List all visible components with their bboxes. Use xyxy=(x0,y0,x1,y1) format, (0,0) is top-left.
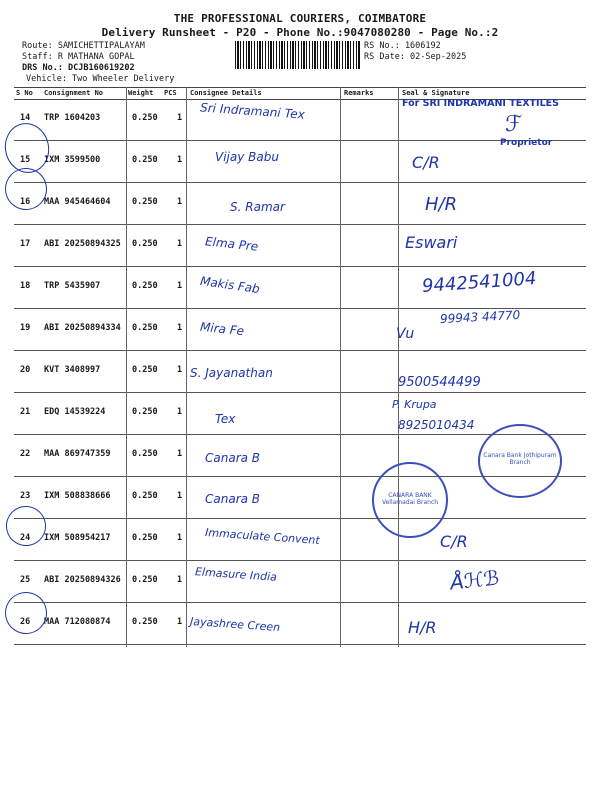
row-weight: 0.250 xyxy=(132,281,158,291)
consignee-handwriting: Canara B xyxy=(205,492,261,506)
row-pcs: 1 xyxy=(177,113,183,123)
row-consignment: EDQ 14539224 xyxy=(44,407,106,417)
row-pcs: 1 xyxy=(177,407,183,417)
remark-handwriting: 99943 44770 xyxy=(439,307,521,327)
column-divider xyxy=(126,87,127,647)
signature-squiggle: Åℋℬ xyxy=(448,565,501,595)
bank-stamp-jothipuram xyxy=(478,424,562,498)
row-weight: 0.250 xyxy=(132,449,158,459)
row-sno: 16 xyxy=(20,197,31,207)
row-weight: 0.250 xyxy=(132,617,158,627)
row-consignment: MAA 712080874 xyxy=(44,617,111,627)
row-sno: 20 xyxy=(20,365,31,375)
remark-handwriting: C/R xyxy=(440,532,468,551)
table-row xyxy=(14,225,586,267)
consignee-handwriting: S. Ramar xyxy=(230,200,285,214)
row-weight: 0.250 xyxy=(132,323,158,333)
remark-handwriting: 9442541004 xyxy=(421,268,538,297)
consignee-handwriting: Sri Indramani Tex xyxy=(199,100,306,122)
route-label: Route: SAMICHETTIPALAYAM xyxy=(22,41,145,51)
consignee-handwriting: Canara B xyxy=(205,451,261,465)
row-consignment: TRP 5435907 xyxy=(44,281,101,291)
row-sno: 25 xyxy=(20,575,31,585)
barcode xyxy=(235,41,360,69)
rs-date: RS Date: 02-Sep-2025 xyxy=(364,52,467,62)
row-weight: 0.250 xyxy=(132,575,158,585)
col-weight: Weight xyxy=(128,89,154,97)
row-consignment: IXM 508838666 xyxy=(44,491,111,501)
row-sno: 15 xyxy=(20,155,31,165)
table-row xyxy=(14,561,586,603)
consignee-handwriting: Elmasure India xyxy=(194,565,278,584)
remark-handwriting: H/R xyxy=(425,194,458,215)
consignee-handwriting: Vijay Babu xyxy=(215,150,279,164)
staff-label: Staff: R MATHANA GOPAL xyxy=(22,52,135,62)
row-consignment: KVT 3408997 xyxy=(44,365,101,375)
col-consignment: Consignment No xyxy=(44,89,104,97)
remark-handwriting: Eswari xyxy=(405,233,458,252)
drs-number: DRS No.: DCJB160619202 xyxy=(22,63,135,73)
row-weight: 0.250 xyxy=(132,113,158,123)
col-pcs: PCS xyxy=(164,89,177,97)
row-sno: 24 xyxy=(20,533,31,543)
col-seal: Seal & Signature xyxy=(402,89,470,97)
remark-handwriting: Vu xyxy=(396,326,415,342)
row-sno: 22 xyxy=(20,449,31,459)
row-consignment: IXM 3599500 xyxy=(44,155,101,165)
row-weight: 0.250 xyxy=(132,365,158,375)
consignee-handwriting: S. Jayanathan xyxy=(190,366,273,380)
remark-handwriting: H/R xyxy=(408,618,437,637)
table-row xyxy=(14,351,586,393)
consignee-handwriting: Makis Fab xyxy=(199,273,261,297)
row-weight: 0.250 xyxy=(132,155,158,165)
col-sno: S No xyxy=(16,89,33,97)
runsheet-title: THE PROFESSIONAL COURIERS, COIMBATORE xyxy=(173,12,427,25)
row-pcs: 1 xyxy=(177,575,183,585)
row-pcs: 1 xyxy=(177,155,183,165)
remark-handwriting: 8925010434 xyxy=(398,418,475,432)
col-remarks: Remarks xyxy=(344,89,374,97)
row-consignment: TRP 1604203 xyxy=(44,113,101,123)
consignee-handwriting: Jayashree Creen xyxy=(189,614,281,635)
consignee-handwriting: Elma Pre xyxy=(204,234,259,254)
row-sno: 18 xyxy=(20,281,31,291)
company-stamp: For SRI INDRAMANI TEXTILES xyxy=(402,98,559,109)
row-sno: 21 xyxy=(20,407,31,417)
runsheet-subtitle: Delivery Runsheet - P20 - Phone No.:9047080280 - Page No.:2 xyxy=(101,26,499,39)
row-weight: 0.250 xyxy=(132,491,158,501)
remark-handwriting: 9500544499 xyxy=(398,375,481,390)
row-consignment: MAA 869747359 xyxy=(44,449,111,459)
stamp-text: Canara Bank Jothipuram Branch xyxy=(483,452,557,466)
row-pcs: 1 xyxy=(177,239,183,249)
consignee-handwriting: Mira Fe xyxy=(199,319,245,339)
remark-handwriting: C/R xyxy=(412,153,440,172)
stamp-text: CANARA BANK Vellamadai Branch xyxy=(381,492,439,506)
row-pcs: 1 xyxy=(177,197,183,207)
rs-number: RS No.: 1606192 xyxy=(364,41,441,51)
row-consignment: IXM 508954217 xyxy=(44,533,111,543)
row-weight: 0.250 xyxy=(132,197,158,207)
vehicle-label: Vehicle: Two Wheeler Delivery xyxy=(26,74,175,84)
consignee-handwriting: Tex xyxy=(215,412,236,426)
row-consignment: ABI 20250894326 xyxy=(44,575,121,585)
row-pcs: 1 xyxy=(177,449,183,459)
row-pcs: 1 xyxy=(177,365,183,375)
remark-handwriting: P. Krupa xyxy=(392,398,437,411)
row-pcs: 1 xyxy=(177,281,183,291)
column-divider xyxy=(340,87,341,647)
row-pcs: 1 xyxy=(177,533,183,543)
row-sno: 14 xyxy=(20,113,31,123)
row-pcs: 1 xyxy=(177,617,183,627)
row-weight: 0.250 xyxy=(132,533,158,543)
column-divider xyxy=(186,87,187,647)
row-pcs: 1 xyxy=(177,323,183,333)
row-pcs: 1 xyxy=(177,491,183,501)
column-divider xyxy=(398,87,399,647)
row-sno: 19 xyxy=(20,323,31,333)
row-weight: 0.250 xyxy=(132,239,158,249)
row-consignment: MAA 945464604 xyxy=(44,197,111,207)
bank-stamp-vellamadai xyxy=(372,462,448,538)
consignee-handwriting: Immaculate Convent xyxy=(204,526,321,547)
table-row xyxy=(14,603,586,645)
row-weight: 0.250 xyxy=(132,407,158,417)
table-row xyxy=(14,183,586,225)
row-consignment: ABI 20250894334 xyxy=(44,323,121,333)
proprietor-label: Proprietor xyxy=(500,138,553,148)
row-consignment: ABI 20250894325 xyxy=(44,239,121,249)
row-sno: 17 xyxy=(20,239,31,249)
row-sno: 26 xyxy=(20,617,31,627)
signature-mark: ℱ xyxy=(505,112,523,137)
col-consignee: Consignee Details xyxy=(190,89,262,97)
row-sno: 23 xyxy=(20,491,31,501)
